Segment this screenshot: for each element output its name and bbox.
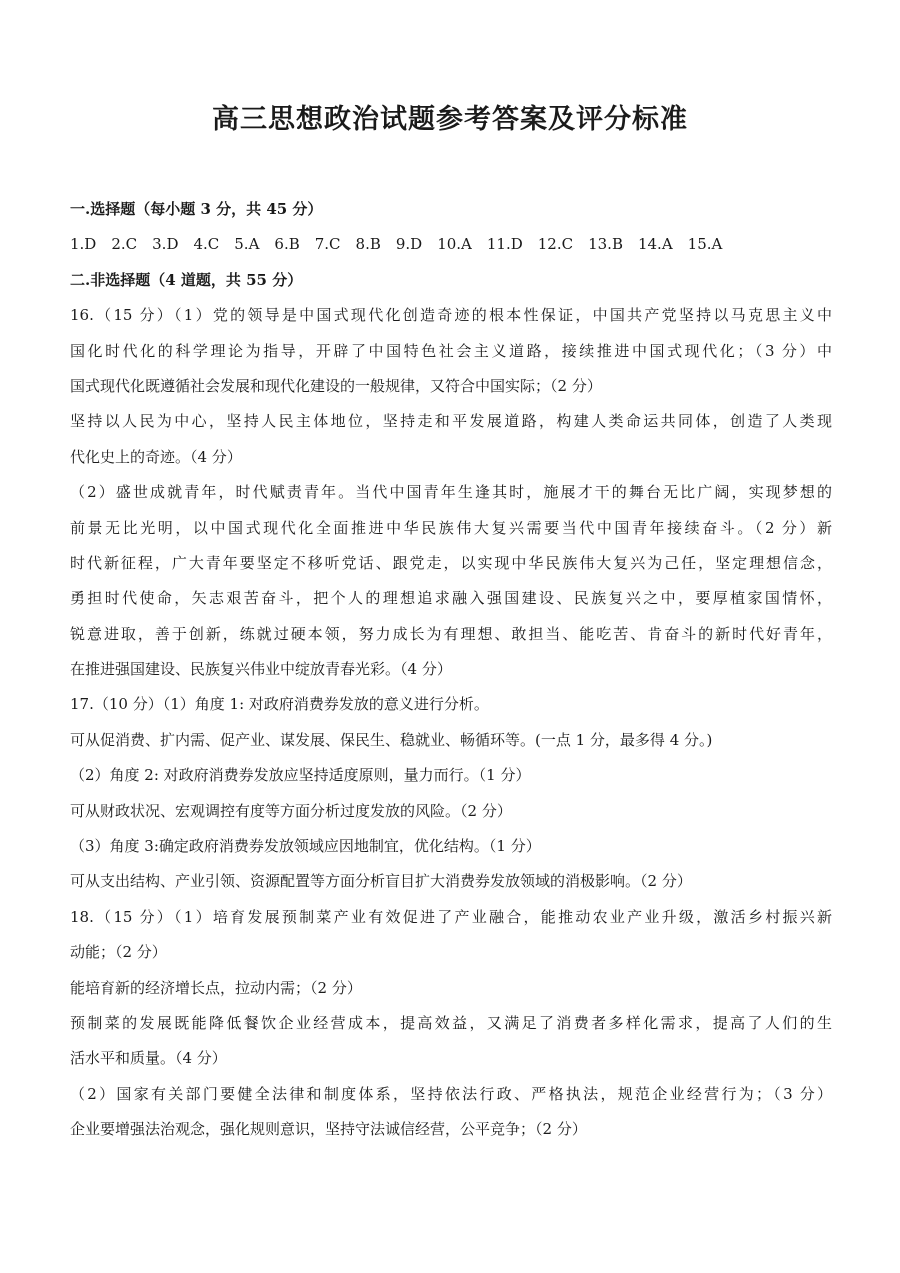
text-line: 16.（15 分）（1）党的领导是中国式现代化创造奇迹的根本性保证，中国共产党坚持以马克思主义中 [70, 306, 832, 325]
text-line: 17.（10 分）（1）角度 1: 对政府消费券发放的意义进行分析。 [70, 695, 489, 714]
text-line: 国化时代化的科学理论为指导，开辟了中国特色社会主义道路，接续推进中国式现代化；（3 分）中 [70, 341, 832, 360]
text-line: 一.选择题（每小题 3 分，共 45 分） [70, 200, 323, 218]
text-line: 坚持以人民为中心，坚持人民主体地位，坚持走和平发展道路，构建人类命运共同体，创造了人类现 [70, 412, 832, 431]
text-line: （2）国家有关部门要健全法律和制度体系，坚持依法行政、严格执法，规范企业经营行为；（3 分） [70, 1084, 832, 1103]
text-line: 可从支出结构、产业引领、资源配置等方面分析盲目扩大消费券发放领域的消极影响。（2 分） [70, 872, 692, 891]
text-line: 18.（15 分）（1）培育发展预制菜产业有效促进了产业融合，能推动农业产业升级，激活乡村振兴新 [70, 907, 832, 926]
text-line: 1.D 2.C 3.D 4.C 5.A 6.B 7.C 8.B 9.D 10.A 11.D 12.C 13.B 14.A 15.A [70, 235, 723, 254]
text-line: （2）盛世成就青年，时代赋责青年。当代中国青年生逢其时，施展才干的舞台无比广阔，实现梦想的 [70, 483, 832, 502]
text-line: 预制菜的发展既能降低餐饮企业经营成本，提高效益，又满足了消费者多样化需求，提高了人们的生 [70, 1013, 832, 1032]
text-line: （3）角度 3:确定政府消费券发放领域应因地制宜，优化结构。（1 分） [70, 837, 541, 856]
text-line: 企业要增强法治观念，强化规则意识，坚持守法诚信经营，公平竞争；（2 分） [70, 1120, 587, 1139]
text-line: 动能；（2 分） [70, 943, 167, 962]
text-line: 锐意进取，善于创新，练就过硬本领，努力成长为有理想、敢担当、能吃苦、肯奋斗的新时代好青年， [70, 624, 832, 643]
text-line: 国式现代化既遵循社会发展和现代化建设的一般规律，又符合中国实际；（2 分） [70, 376, 602, 395]
document-body [70, 192, 832, 1148]
text-line: 时代新征程，广大青年要坚定不移听党话、跟党走，以实现中华民族伟大复兴为己任，坚定理想信念， [70, 553, 832, 572]
text-line: 可从财政状况、宏观调控有度等方面分析过度发放的风险。（2 分） [70, 801, 512, 820]
text-line: （2）角度 2: 对政府消费券发放应坚持适度原则，量力而行。（1 分） [70, 766, 531, 785]
text-line: 能培育新的经济增长点，拉动内需；（2 分） [70, 978, 362, 997]
text-line: 在推进强国建设、民族复兴伟业中绽放青春光彩。（4 分） [70, 660, 452, 679]
text-line: 活水平和质量。（4 分） [70, 1049, 227, 1068]
text-line: 可从促消费、扩内需、促产业、谋发展、保民生、稳就业、畅循环等。(一点 1 分，最多得 4 分。) [70, 730, 713, 749]
text-line: 勇担时代使命，矢志艰苦奋斗，把个人的理想追求融入强国建设、民族复兴之中，要厚植家国情怀， [70, 589, 832, 608]
document-title: 高三思想政治试题参考答案及评分标准 [212, 104, 688, 135]
text-line: 前景无比光明，以中国式现代化全面推进中华民族伟大复兴需要当代中国青年接续奋斗。（2 分）新 [70, 518, 832, 537]
text-line: 代化史上的奇迹。（4 分） [70, 447, 242, 466]
text-line: 二.非选择题（4 道题，共 55 分） [70, 270, 303, 289]
